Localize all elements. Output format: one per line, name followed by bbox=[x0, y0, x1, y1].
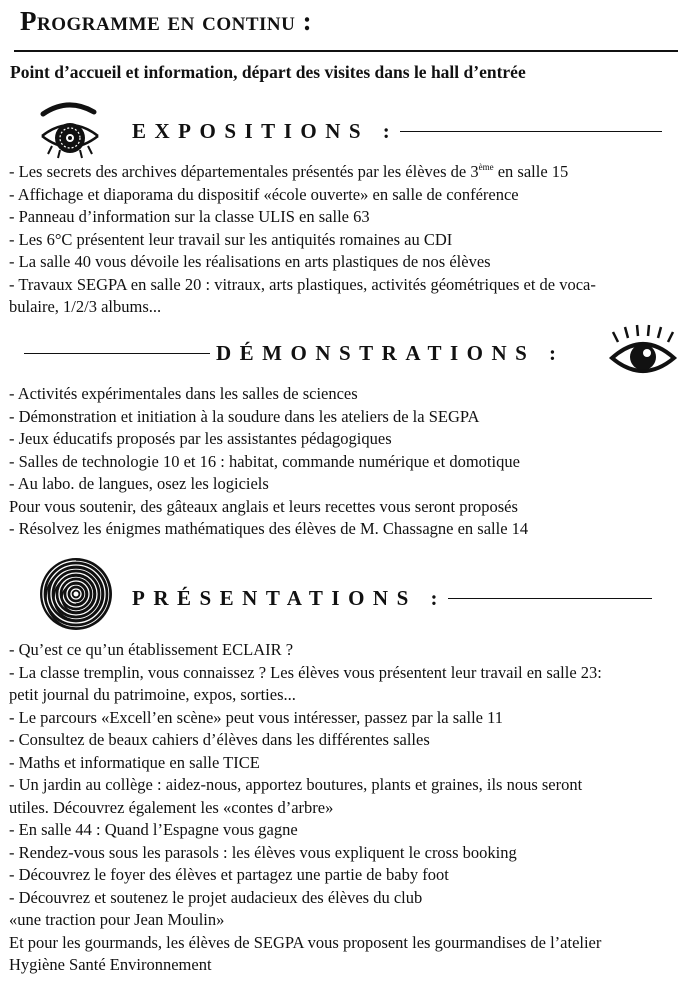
eye-with-iris-icon bbox=[38, 100, 102, 166]
subtitle: Point d’accueil et information, départ des visites dans le hall d’entrée bbox=[10, 62, 526, 82]
expositions-list bbox=[9, 161, 596, 319]
list-item: - La classe tremplin, vous connaissez ? Les élèves vous présentent leur travail en salle 23: bbox=[9, 662, 602, 682]
list-item: - Panneau d’information sur la classe ULIS en salle 63 bbox=[9, 207, 370, 226]
list-item: - Salles de technologie 10 et 16 : habitat, commande numérique et domotique bbox=[9, 451, 520, 471]
list-item: - Au labo. de langues, osez les logiciels bbox=[9, 474, 269, 493]
list-item: - Consultez de beaux cahiers d’élèves dans les différentes salles bbox=[9, 730, 430, 749]
section-heading-demonstrations bbox=[24, 341, 565, 366]
list-item: - Résolvez les énigmes mathématiques des élèves de M. Chassagne en salle 14 bbox=[9, 519, 529, 538]
list-item: Pour vous soutenir, des gâteaux anglais et leurs recettes vous seront proposés bbox=[9, 496, 518, 516]
spiral-circle-icon bbox=[38, 556, 114, 632]
list-item: Et pour les gourmands, les élèves de SEGPA vous proposent les gourmandises de l’atelier bbox=[9, 932, 602, 952]
eye-with-lashes-icon bbox=[608, 324, 678, 382]
page-title: Programme en continu : bbox=[20, 6, 313, 36]
list-item: - Maths et informatique en salle TICE bbox=[9, 752, 260, 772]
list-item: «une traction pour Jean Moulin» bbox=[9, 910, 225, 929]
list-item: Hygiène Santé Environnement bbox=[9, 955, 212, 974]
list-item: - Les secrets des archives départementales présentés par les élèves de 3ème en salle 15 bbox=[9, 162, 569, 181]
list-item: - Les 6°C présentent leur travail sur les antiquités romaines au CDI bbox=[9, 229, 453, 249]
list-item: - La salle 40 vous dévoile les réalisations en arts plastiques de nos élèves bbox=[9, 252, 491, 271]
heading-rule bbox=[448, 598, 652, 599]
list-item: - Rendez-vous sous les parasols : les élèves vous expliquent le cross booking bbox=[9, 842, 517, 862]
list-item: bulaire, 1/2/3 albums... bbox=[9, 297, 162, 316]
heading-rule bbox=[24, 353, 210, 354]
list-item: - Un jardin au collège : aidez-nous, apportez boutures, plants et graines, ils nous seront bbox=[9, 775, 583, 794]
list-item: - Découvrez le foyer des élèves et partagez une partie de baby foot bbox=[9, 865, 449, 884]
demonstrations-list bbox=[9, 383, 528, 541]
heading-text: EXPOSITIONS : bbox=[132, 119, 399, 143]
list-item: - Travaux SEGPA en salle 20 : vitraux, arts plastiques, activités géométriques et de voca- bbox=[9, 274, 596, 294]
list-item: - Qu’est ce qu’un établissement ECLAIR ? bbox=[9, 640, 294, 659]
section-heading-presentations bbox=[132, 586, 652, 611]
section-heading-expositions bbox=[132, 119, 662, 144]
heading-rule bbox=[400, 131, 662, 132]
heading-text: PRÉSENTATIONS : bbox=[132, 586, 447, 610]
list-item: petit journal du patrimoine, expos, sorties... bbox=[9, 685, 296, 704]
title-divider bbox=[14, 50, 678, 52]
list-item: - Affichage et diaporama du dispositif «école ouverte» en salle de conférence bbox=[9, 184, 519, 204]
list-item: - Le parcours «Excell’en scène» peut vous intéresser, passez par la salle 11 bbox=[9, 707, 503, 727]
heading-text: DÉMONSTRATIONS : bbox=[216, 341, 565, 365]
list-item: - En salle 44 : Quand l’Espagne vous gagne bbox=[9, 820, 298, 839]
list-item: - Démonstration et initiation à la soudure dans les ateliers de la SEGPA bbox=[9, 406, 480, 426]
presentations-list bbox=[9, 639, 602, 977]
list-item: - Découvrez et soutenez le projet audacieux des élèves du club bbox=[9, 887, 423, 907]
list-item: - Activités expérimentales dans les salles de sciences bbox=[9, 384, 358, 403]
list-item: utiles. Découvrez également les «contes d’arbre» bbox=[9, 797, 334, 817]
list-item: - Jeux éducatifs proposés par les assistantes pédagogiques bbox=[9, 429, 392, 448]
